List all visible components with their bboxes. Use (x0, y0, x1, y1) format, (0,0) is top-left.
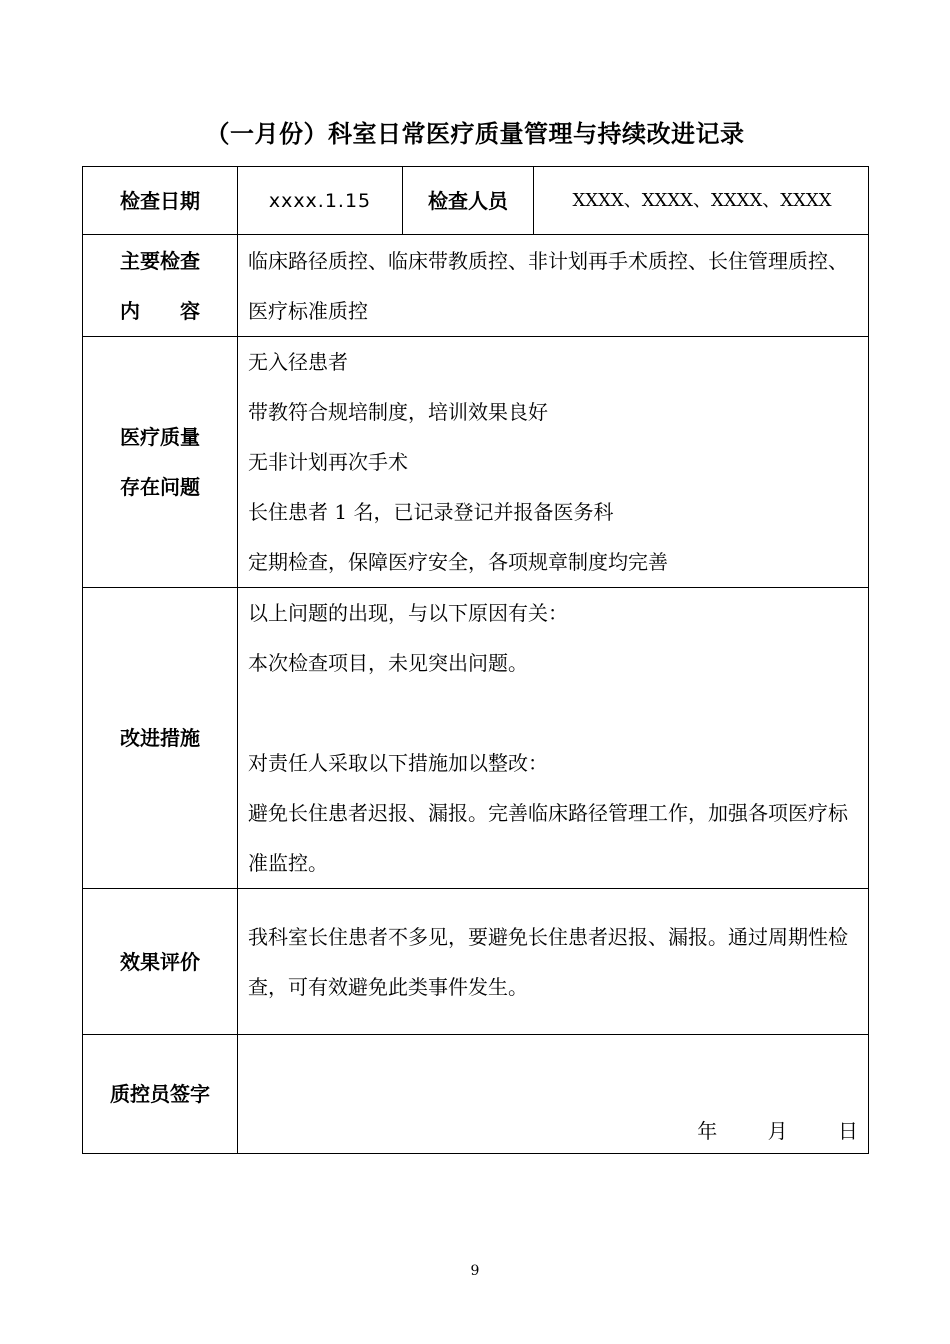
problem-item: 定期检查，保障医疗安全，各项规章制度均完善 (248, 550, 668, 574)
cause-text: 本次检查项目，未见突出问题。 (248, 651, 528, 675)
signature-row (83, 1035, 869, 1154)
action-text: 避免长住患者迟报、漏报。完善临床路径管理工作，加强各项医疗标准监控。 (248, 801, 848, 875)
problem-item: 长住患者 1 名，已记录登记并报备医务科 (248, 500, 614, 524)
problems-label (83, 337, 238, 588)
main-content-text: 临床路径质控、临床带教质控、非计划再手术质控、长住管理质控、医疗标准质控 (238, 235, 869, 337)
evaluation-row (83, 889, 869, 1035)
inspector-value: XXXX、XXXX、XXXX、XXXX (534, 167, 869, 235)
problems-label-line1: 医疗质量 (120, 425, 200, 449)
sign-month: 月 (767, 1119, 788, 1143)
signature-area (238, 1035, 869, 1154)
sign-day: 日 (838, 1119, 858, 1143)
improvement-row (83, 588, 869, 889)
date-label: 检查日期 (83, 167, 238, 235)
signature-label: 质控员签字 (83, 1035, 238, 1154)
evaluation-text: 我科室长住患者不多见，要避免长住患者迟报、漏报。通过周期性检查，可有效避免此类事件发生。 (238, 889, 869, 1035)
main-content-label-line1: 主要检查 (120, 248, 200, 273)
main-content-row (83, 235, 869, 337)
quality-record-table (82, 166, 869, 1154)
evaluation-label: 效果评价 (83, 889, 238, 1035)
problem-item: 带教符合规培制度，培训效果良好 (248, 400, 548, 424)
main-content-label-line2: 内 容 (120, 298, 200, 323)
sign-date (238, 1117, 868, 1145)
problems-label-line2: 存在问题 (120, 475, 200, 499)
date-value: xxxx.1.15 (268, 189, 372, 212)
spacer (248, 688, 860, 738)
problem-item: 无入径患者 (248, 350, 348, 374)
problems-row (83, 337, 869, 588)
main-content-label (83, 235, 238, 337)
inspector-label: 检查人员 (403, 167, 534, 235)
page-number: 9 (470, 1263, 480, 1279)
improvement-label: 改进措施 (83, 588, 238, 889)
problem-item: 无非计划再次手术 (248, 450, 408, 474)
problems-list (238, 337, 869, 588)
action-intro: 对责任人采取以下措施加以整改： (248, 751, 548, 775)
header-row (83, 167, 869, 235)
improvement-content (238, 588, 869, 889)
date-value-cell (238, 167, 403, 235)
sign-year: 年 (697, 1119, 718, 1143)
cause-intro: 以上问题的出现，与以下原因有关： (248, 601, 568, 625)
page-title: （一月份）科室日常医疗质量管理与持续改进记录 (205, 120, 745, 148)
